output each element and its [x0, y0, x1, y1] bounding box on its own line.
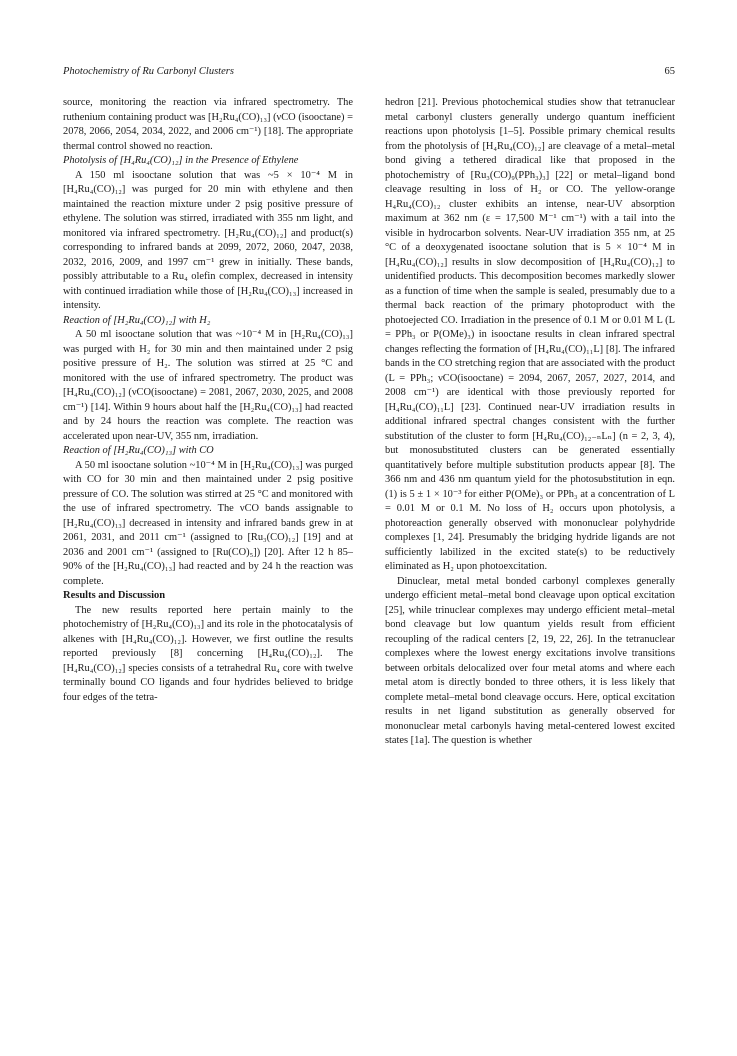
paragraph: A 150 ml isooctane solution that was ~5 × 10⁻⁴ M in [H₄Ru₄(CO)₁₂] was purged for 20 min with ethylene and then maintained the reaction mixture under 2 psig positive pressure of ethylene. The solution was stirred, irradiated with 355 nm light, and monitored via infrared spectrometry. [H₂Ru₄(CO)₁₂] and product(s) corresponding to infrared bands at 2099, 2072, 2060, 2047, 2038, 2032, 2016, 2009, and 1997 cm⁻¹ grew in initially. These bands, possibly attributable to a Ru₄ olefin complex, decreased in intensity with continued irradiation while those of [H₂Ru₄(CO)₁₃] increased in intensity. [63, 169, 353, 311]
section-heading-ethylene: Photolysis of [H₄Ru₄(CO)₁₂] in the Presence of Ethylene [63, 155, 299, 166]
section-heading-co: Reaction of [H₂Ru₄(CO)₁₃] with CO [63, 445, 214, 456]
paragraph: hedron [21]. Previous photochemical studies show that tetranuclear metal carbonyl clusters generally undergo quantum inefficient reactions upon photolysis [1–5]. Possible primary chemical results from the photolysis of [H₄Ru₄(CO)₁₂] are cleavage of a metal–metal bond giving a tethered diradical like that proposed in the photochemistry of [Ru₃(CO)₉(PPh₃)₃] [22] or metal–ligand bond cleavage resulting in loss of H₂ or CO. The yellow-orange H₄Ru₄(CO)₁₂ cluster exhibits an intense, near-UV absorption maximum at 362 nm (ε = 17,500 M⁻¹ cm⁻¹) with a tail into the visible in hydrocarbon solvents. Near-UV irradiation 355 nm, at 25 °C of a deoxygenated isooctane solution that is 5 × 10⁻⁴ M in [H₄Ru₄(CO)₁₂] results in slow decomposition of [H₄Ru₄(CO)₁₂] to unidentified products. This decomposition becomes markedly slower as a function of time when the sample is sealed, presumably due to a thermal back reaction of the primary photoproduct with the photoejected CO. Irradiation in the presence of 0.1 M or 0.01 M L (L = PPh₃ or P(OMe)₃) in isooctane results in clean infrared spectral changes reflecting the formation of [H₄Ru₄(CO)₁₁L] [8]. The infrared bands in the CO stretching region that are associated with the product (L = PPh₃; νCO(isooctane) = 2094, 2067, 2057, 2027, 2014, and 2008 cm⁻¹) are identical with those previously reported for [H₄Ru₄(CO)₁₁L] [23]. Continued near-UV irradiation results in additional infrared spectral changes consistent with the further substitution of the cluster to form [H₄Ru₄(CO)₁₂₋ₙLₙ] (n = 2, 3, 4), but monosubstituted clusters can be generated essentially quantitatively before multiple substitution products appear [8]. The 366 nm and 436 nm quantum yield for the photosubstitution in eqn. (1) is 5 ± 1 × 10⁻³ for either P(OMe)₃ or PPh₃ at a concentration of L = 0.01 M or 0.1 M. No loss of H₂ occurs upon photolysis, a photoreaction generally observed with mononuclear polyhydride complexes [1, 24]. Presumably the bridging hydride ligands are not sufficiently labilized in the excited state(s) to be reductively eliminated as H₂ upon photoexcitation. [385, 97, 675, 572]
paragraph: A 50 ml isooctane solution ~10⁻⁴ M in [H₂Ru₄(CO)₁₃] was purged with CO for 30 min and then maintained under 2 psig positive pressure of CO. The solution was stirred at 25 °C and monitored with the use of infrared spectrometry. The νCO bands assignable to [H₂Ru₄(CO)₁₃] decreased in intensity and infrared bands grew in at 2061, 2031, and 2011 cm⁻¹ (assigned to [Ru₃(CO)₁₂] [19] and at 2036 and 2001 cm⁻¹ (assigned to [Ru(CO)₅]) [20]. After 12 h 85–90% of the [H₂Ru₄(CO)₁₃] had reacted and by 24 h the reaction was complete. [63, 459, 353, 587]
page-number: 65 [664, 66, 675, 77]
right-column [385, 96, 675, 749]
left-column [63, 96, 353, 705]
paragraph: Dinuclear, metal metal bonded carbonyl complexes generally undergo efficient metal–metal bond cleavage upon optical excitation [25], while trinuclear complexes may undergo efficient metal–metal bond cleavage but low quantum yields result from efficient recoupling of the radical centers [2, 19, 22, 26]. In the tetranuclear complexes where the lowest energy excitations involve transitions between orbitals delocalized over four metal atoms and where each metal atom is directly bonded to three others, it is less likely that complete metal–metal bond cleavage occurs. Here, optical excitation results in net ligand substitution as generally observed for mononuclear metal carbonyls having metal-centered lowest excited states [1a]. The question is whether [385, 575, 675, 746]
paragraph: The new results reported here pertain mainly to the photochemistry of [H₂Ru₄(CO)₁₃] and its role in the photocatalysis of alkenes with [H₄Ru₄(CO)₁₂]. However, we first outline the results reported previously [8] concerning [H₄Ru₄(CO)₁₂]. The [H₄Ru₄(CO)₁₂] species consists of a tetrahedral Ru₄ core with twelve terminally bound CO ligands and four hydrides believed to bridge four edges of the tetra- [63, 604, 353, 703]
paragraph: source, monitoring the reaction via infrared spectrometry. The ruthenium containing product was [H₂Ru₄(CO)₁₃] (νCO (isooctane) = 2078, 2066, 2054, 2034, 2022, and 2006 cm⁻¹) [18]. The appropriate thermal control showed no reaction. [63, 97, 353, 152]
running-head: Photochemistry of Ru Carbonyl Clusters [63, 66, 234, 77]
section-heading-h2: Reaction of [H₂Ru₄(CO)₁₂] with H₂ [63, 314, 211, 326]
paragraph: A 50 ml isooctane solution that was ~10⁻⁴ M in [H₂Ru₄(CO)₁₃] was purged with H₂ for 30 min and then maintained under 2 psig positive pressure of H₂. The solution was stirred at 25 °C and monitored with the use of infrared spectrometry. The product was [H₄Ru₄(CO)₁₂] (νCO(isooctane) = 2081, 2067, 2030, 2025, and 2008 cm⁻¹) [14]. Within 9 hours about half the [H₂Ru₄(CO)₁₃] had reacted and by 24 hours the reaction was complete. The reaction was accelerated upon near-UV, 355 nm, irradiation. [63, 329, 353, 442]
results-heading: Results and Discussion [63, 590, 166, 601]
